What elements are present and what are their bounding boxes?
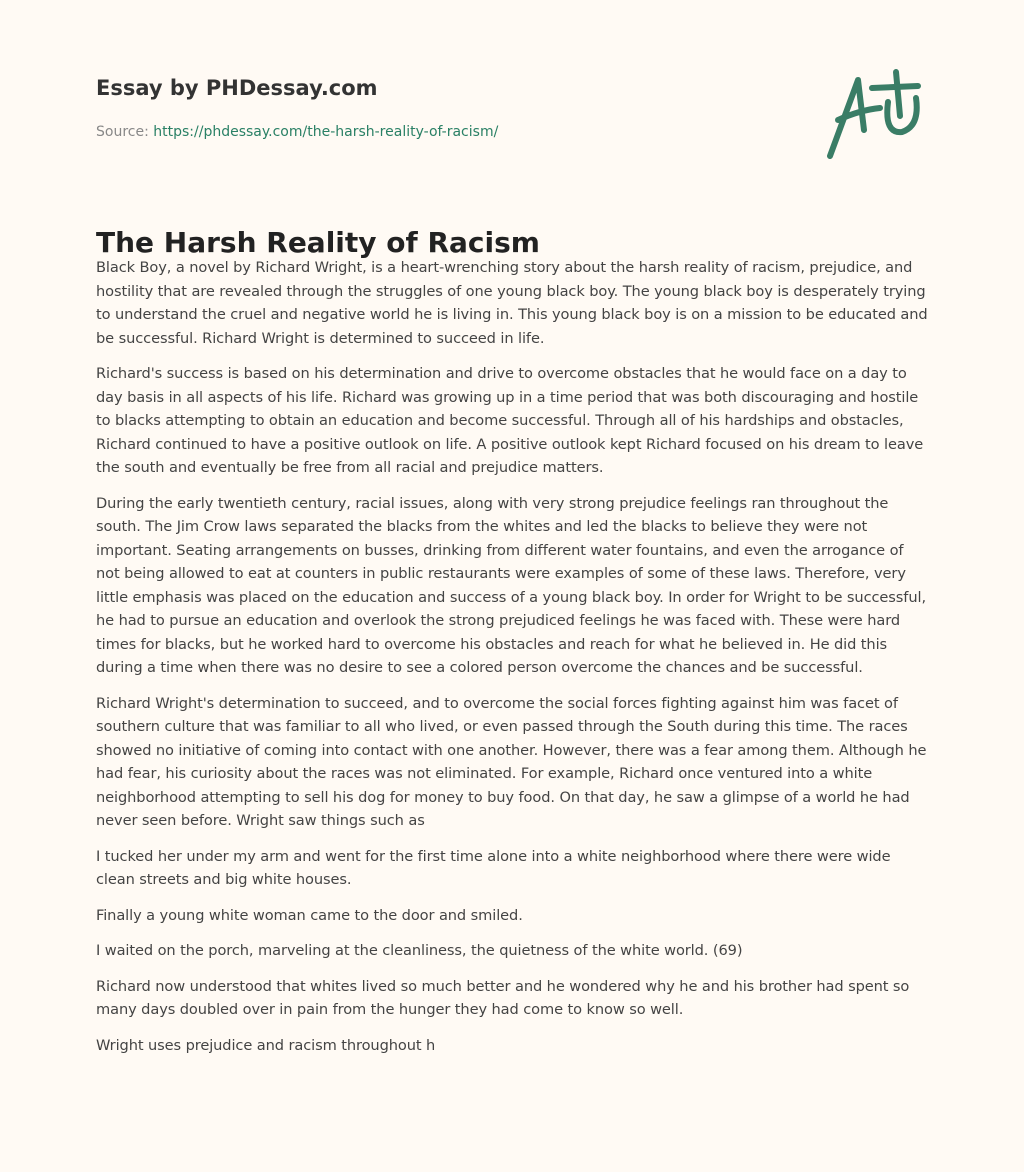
site-header bbox=[96, 76, 378, 100]
paragraph: During the early twentieth century, racial issues, along with very strong prejudice feelings ran throughout the south. The Jim Crow laws separated the blacks from the whites and led the blacks to believe they were not important. Seating arrangements on busses, drinking from different water fountains, and even the arrogance of not being allowed to eat at counters in public restaurants were examples of some of these laws. Therefore, very little emphasis was placed on the education and success of a young black boy. In order for Wright to be successful, he had to pursue an education and overlook the strong prejudiced feelings he was faced with. These were hard times for blacks, but he worked hard to overcome his obstacles and reach for what he believed in. He did this during a time when there was no desire to see a colored person overcome the chances and be successful. bbox=[96, 494, 926, 676]
quote-paragraph: I tucked her under my arm and went for the first time alone into a white neighborhood where there were wide clean streets and big white houses. bbox=[96, 847, 891, 888]
paragraph: Richard now understood that whites lived so much better and he wondered why he and his brother had spent so many days doubled over in pain from the hunger they had come to know so well. bbox=[96, 977, 910, 1018]
source-line bbox=[96, 124, 498, 140]
quote-paragraph: I waited on the porch, marveling at the cleanliness, the quietness of the white world. (69) bbox=[96, 942, 743, 959]
paragraph-truncated: Wright uses prejudice and racism throughout h bbox=[96, 1036, 436, 1054]
article-body bbox=[96, 256, 930, 1069]
paragraph: Richard's success is based on his determination and drive to overcome obstacles that he would face on a day to day basis in all aspects of his life. Richard was growing up in a time period that was both discouraging and hostile to blacks attempting to obtain an education and become successful. Through all of his hardships and obstacles, Richard continued to have a positive outlook on life. A positive outlook kept Richard focused on his dream to leave the south and eventually be free from all racial and prejudice matters. bbox=[96, 365, 924, 476]
paragraph: Richard Wright's determination to succeed, and to overcome the social forces fighting against him was facet of southern culture that was familiar to all who lived, or even passed through the South during this time. The races showed no initiative of coming into contact with one another. However, there was a fear among them. Although he had fear, his curiosity about the races was not eliminated. For example, Richard once ventured into a white neighborhood attempting to sell his dog for money to buy food. On that day, he saw a glimpse of a world he had never seen before. Wright saw things such as bbox=[96, 694, 927, 829]
a-plus-logo-icon bbox=[820, 68, 930, 164]
source-link[interactable]: https://phdessay.com/the-harsh-reality-of-racism/ bbox=[153, 124, 499, 140]
paragraph: Black Boy, a novel by Richard Wright, is a heart-wrenching story about the harsh reality of racism, prejudice, and hostility that are revealed through the struggles of one young black boy. The young black boy is desperately trying to understand the cruel and negative world he is living in. This young black boy is on a mission to be educated and be successful. Richard Wright is determined to succeed in life. bbox=[96, 259, 928, 347]
quote-paragraph: Finally a young white woman came to the door and smiled. bbox=[96, 906, 523, 924]
brand-title: Essay by PHDessay.com bbox=[96, 76, 378, 100]
source-label: Source: bbox=[96, 124, 149, 140]
article-title: The Harsh Reality of Racism bbox=[96, 226, 540, 259]
